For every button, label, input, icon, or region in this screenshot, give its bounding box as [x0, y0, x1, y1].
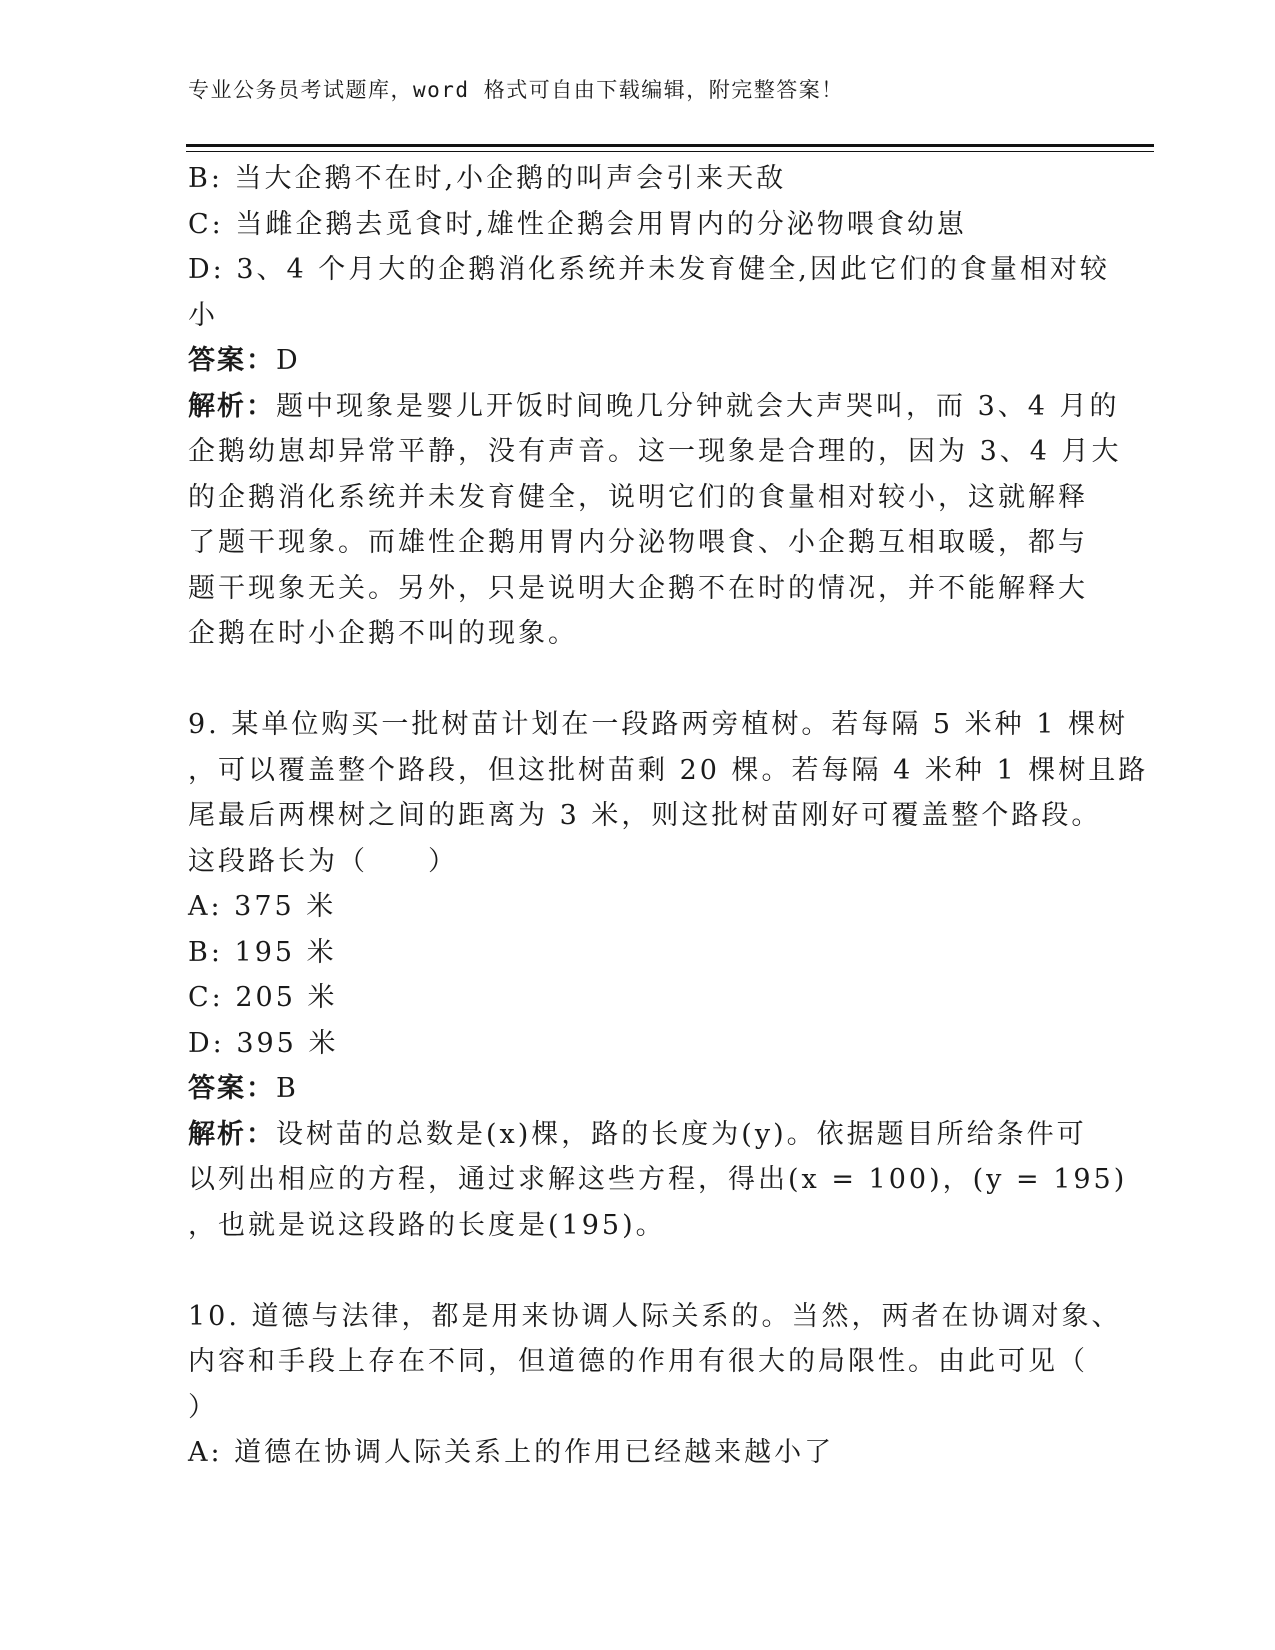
q10-stem-line: 10. 道德与法律，都是用来协调人际关系的。当然，两者在协调对象、 [188, 1300, 1122, 1332]
q8-analysis-line: 题干现象无关。另外，只是说明大企鹅不在时的情况，并不能解释大 [188, 572, 1088, 604]
header-rule-thin [186, 151, 1154, 152]
question-9 [188, 702, 1149, 1248]
q8-analysis-line: 了题干现象。而雄性企鹅用胃内分泌物喂食、小企鹅互相取暖，都与 [188, 527, 1088, 558]
q8-answer: 答案：D [188, 345, 301, 376]
q9-option-d: D: 395 米 [188, 1027, 339, 1059]
q10-stem-line: ） [188, 1391, 218, 1423]
paragraph-gap [188, 657, 1088, 703]
q9-option-b: B: 195 米 [188, 936, 337, 968]
analysis-label: 解析 [188, 1118, 246, 1150]
q9-analysis-line: 以列出相应的方程，通过求解这些方程，得出(x = 100)，(y = 195) [188, 1164, 1128, 1195]
page-header: 专业公务员考试题库，word 格式可自由下载编辑，附完整答案！ [188, 78, 844, 102]
q8-analysis-line: 企鹅幼崽却异常平静，没有声音。这一现象是合理的，因为 3、4 月大 [188, 436, 1122, 467]
q8-analysis-line: 解析：题中现象是婴儿开饭时间晚几分钟就会大声哭叫，而 3、4 月的 [188, 390, 1120, 422]
paragraph-gap [188, 1248, 1088, 1294]
analysis-text: 设树苗的总数是(x)棵，路的长度为(y)。依据题目所给条件可 [276, 1118, 1087, 1150]
q9-stem-line: 尾最后两棵树之间的距离为 3 米，则这批树苗刚好可覆盖整个路段。 [188, 800, 1102, 831]
q10-option-a: A: 道德在协调人际关系上的作用已经越来越小了 [188, 1437, 835, 1468]
header-rule-thick [186, 144, 1154, 147]
q8-option-b: B: 当大企鹅不在时,小企鹅的叫声会引来天敌 [188, 163, 787, 194]
analysis-label: 解析 [188, 390, 246, 422]
q9-stem-line: ，可以覆盖整个路段，但这批树苗剩 20 棵。若每隔 4 米种 1 棵树且路 [188, 754, 1149, 786]
q8-analysis-line: 企鹅在时小企鹅不叫的现象。 [188, 618, 578, 649]
q10-stem-line: 内容和手段上存在不同，但道德的作用有很大的局限性。由此可见（ [188, 1346, 1088, 1377]
q9-answer: 答案：B [188, 1073, 299, 1104]
document-body [188, 156, 1149, 1476]
question-8 [188, 156, 1122, 657]
analysis-text: 题中现象是婴儿开饭时间晚几分钟就会大声哭叫，而 3、4 月的 [276, 390, 1120, 422]
answer-label: 答案 [188, 1073, 246, 1104]
answer-value: B [276, 1073, 299, 1104]
q9-option-a: A: 375 米 [188, 891, 337, 922]
answer-label: 答案 [188, 345, 246, 376]
q9-option-c: C: 205 米 [188, 982, 338, 1013]
q8-option-d-line: D: 3、4 个月大的企鹅消化系统并未发育健全,因此它们的食量相对较 [188, 254, 1110, 285]
q9-stem-line: 这段路长为（ ） [188, 845, 458, 877]
q9-analysis-line: 解析：设树苗的总数是(x)棵，路的长度为(y)。依据题目所给条件可 [188, 1118, 1087, 1150]
q8-analysis-line: 的企鹅消化系统并未发育健全，说明它们的食量相对较小，这就解释 [188, 481, 1088, 513]
q9-analysis-line: ，也就是说这段路的长度是(195)。 [188, 1209, 666, 1241]
q8-option-c: C: 当雌企鹅去觅食时,雄性企鹅会用胃内的分泌物喂食幼崽 [188, 208, 967, 240]
q9-stem-line: 9. 某单位购买一批树苗计划在一段路两旁植树。若每隔 5 米种 1 棵树 [188, 709, 1129, 740]
q8-option-d-line: 小 [188, 299, 218, 331]
answer-value: D [276, 345, 301, 376]
question-10 [188, 1294, 1122, 1476]
